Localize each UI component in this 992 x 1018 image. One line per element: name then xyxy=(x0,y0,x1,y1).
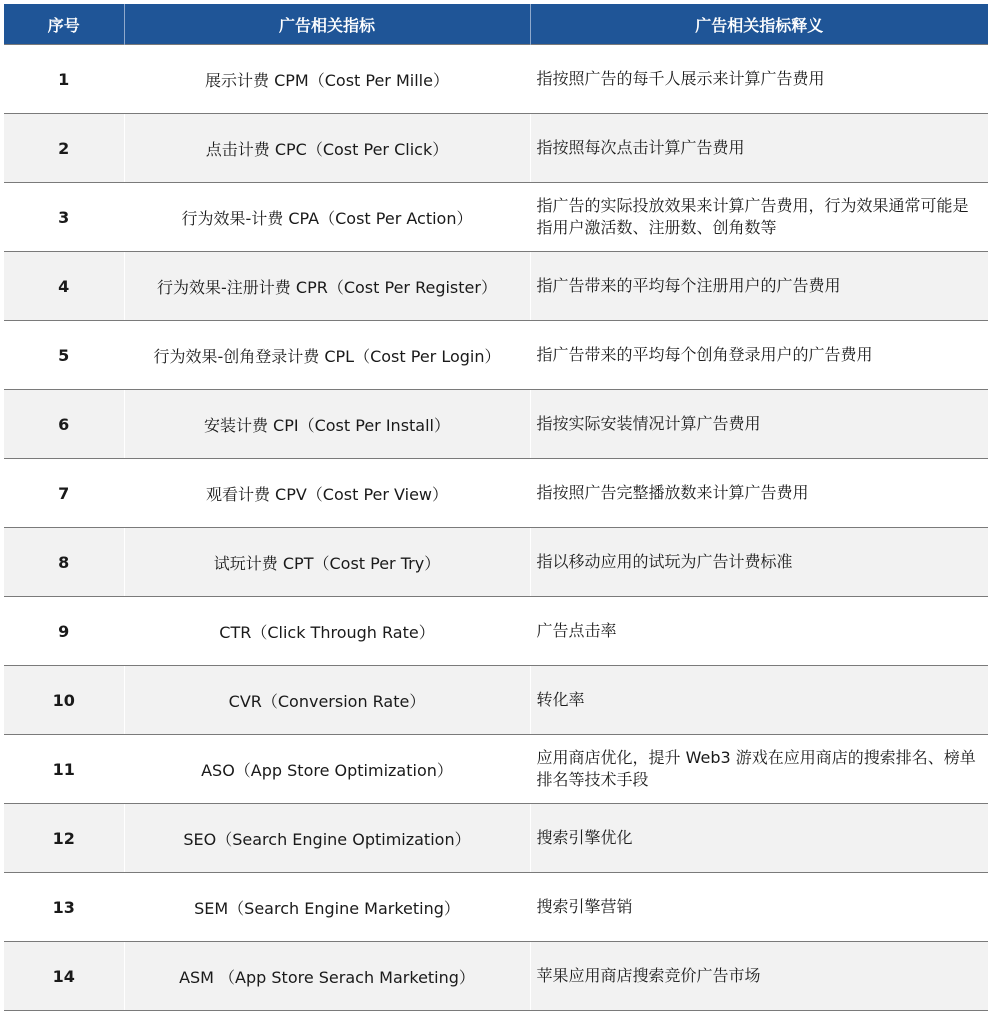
row-index-cell: 7 xyxy=(4,459,124,528)
row-description-cell: 应用商店优化，提升 Web3 游戏在应用商店的搜索排名、榜单排名等技术手段 xyxy=(530,735,988,804)
row-description-cell: 指以移动应用的试玩为广告计费标准 xyxy=(530,528,988,597)
row-metric-cell: CTR（Click Through Rate） xyxy=(124,597,530,666)
row-description-cell: 搜索引擎营销 xyxy=(530,873,988,942)
row-description-cell: 指广告带来的平均每个注册用户的广告费用 xyxy=(530,252,988,321)
row-description-cell: 转化率 xyxy=(530,666,988,735)
header-metric: 广告相关指标 xyxy=(124,4,530,45)
row-description-cell: 指按实际安装情况计算广告费用 xyxy=(530,390,988,459)
ad-metrics-table xyxy=(4,4,988,1011)
row-metric-cell: 观看计费 CPV（Cost Per View） xyxy=(124,459,530,528)
row-metric-cell: 点击计费 CPC（Cost Per Click） xyxy=(124,114,530,183)
table-row xyxy=(4,735,988,804)
row-metric-cell: SEO（Search Engine Optimization） xyxy=(124,804,530,873)
row-index-cell: 14 xyxy=(4,942,124,1011)
header-row xyxy=(4,4,988,45)
table-row xyxy=(4,942,988,1011)
row-index-cell: 13 xyxy=(4,873,124,942)
table-row xyxy=(4,873,988,942)
table-row xyxy=(4,321,988,390)
row-index-cell: 10 xyxy=(4,666,124,735)
table-row xyxy=(4,183,988,252)
table-row xyxy=(4,666,988,735)
row-index-cell: 4 xyxy=(4,252,124,321)
table-row xyxy=(4,804,988,873)
row-metric-cell: ASM （App Store Serach Marketing） xyxy=(124,942,530,1011)
row-description-cell: 广告点击率 xyxy=(530,597,988,666)
table-row xyxy=(4,459,988,528)
row-index-cell: 5 xyxy=(4,321,124,390)
table-row xyxy=(4,390,988,459)
row-metric-cell: SEM（Search Engine Marketing） xyxy=(124,873,530,942)
row-index-cell: 9 xyxy=(4,597,124,666)
row-metric-cell: CVR（Conversion Rate） xyxy=(124,666,530,735)
row-description-cell: 指按照广告完整播放数来计算广告费用 xyxy=(530,459,988,528)
table-row xyxy=(4,252,988,321)
table-header xyxy=(4,4,988,45)
row-metric-cell: 行为效果-创角登录计费 CPL（Cost Per Login） xyxy=(124,321,530,390)
row-metric-cell: 安装计费 CPI（Cost Per Install） xyxy=(124,390,530,459)
row-metric-cell: ASO（App Store Optimization） xyxy=(124,735,530,804)
table-row xyxy=(4,114,988,183)
row-metric-cell: 试玩计费 CPT（Cost Per Try） xyxy=(124,528,530,597)
row-description-cell: 指按照广告的每千人展示来计算广告费用 xyxy=(530,45,988,114)
table-row xyxy=(4,45,988,114)
row-index-cell: 2 xyxy=(4,114,124,183)
row-index-cell: 1 xyxy=(4,45,124,114)
row-index-cell: 12 xyxy=(4,804,124,873)
row-index-cell: 6 xyxy=(4,390,124,459)
row-metric-cell: 行为效果-注册计费 CPR（Cost Per Register） xyxy=(124,252,530,321)
row-metric-cell: 行为效果-计费 CPA（Cost Per Action） xyxy=(124,183,530,252)
header-description: 广告相关指标释义 xyxy=(530,4,988,45)
row-description-cell: 指广告的实际投放效果来计算广告费用，行为效果通常可能是指用户激活数、注册数、创角数等 xyxy=(530,183,988,252)
row-description-cell: 苹果应用商店搜索竞价广告市场 xyxy=(530,942,988,1011)
metrics-table-container xyxy=(4,4,988,1011)
table-row xyxy=(4,597,988,666)
row-metric-cell: 展示计费 CPM（Cost Per Mille） xyxy=(124,45,530,114)
row-index-cell: 3 xyxy=(4,183,124,252)
row-description-cell: 搜索引擎优化 xyxy=(530,804,988,873)
row-description-cell: 指按照每次点击计算广告费用 xyxy=(530,114,988,183)
table-body xyxy=(4,45,988,1011)
row-index-cell: 11 xyxy=(4,735,124,804)
row-index-cell: 8 xyxy=(4,528,124,597)
header-index: 序号 xyxy=(4,4,124,45)
table-row xyxy=(4,528,988,597)
row-description-cell: 指广告带来的平均每个创角登录用户的广告费用 xyxy=(530,321,988,390)
